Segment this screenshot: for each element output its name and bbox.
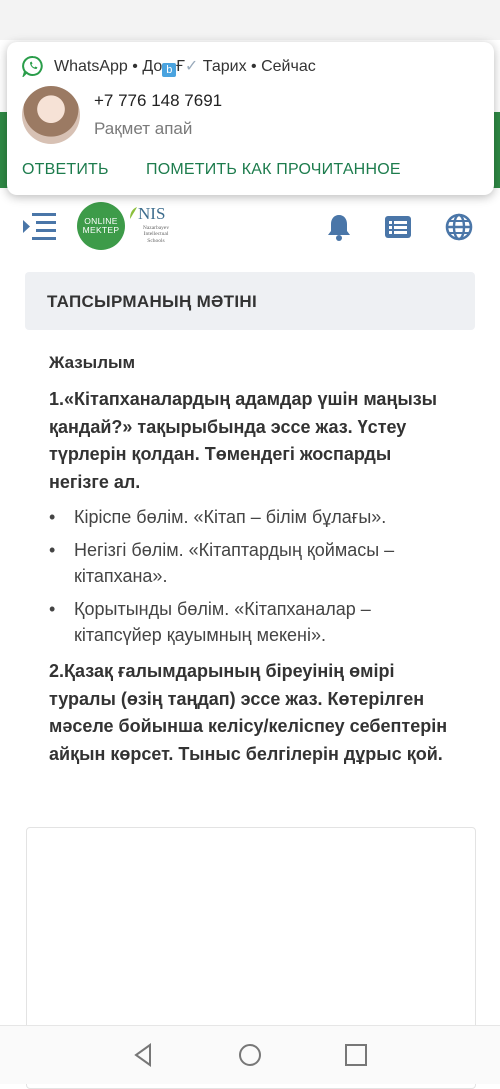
- recent-apps-icon[interactable]: [341, 1040, 371, 1070]
- notification-header: [22, 54, 316, 78]
- bullet-icon: •: [49, 540, 56, 560]
- nis-sub-line1: Nazarbayev: [142, 225, 170, 231]
- separator-2: •: [251, 57, 257, 75]
- checkmark-icon: ✓: [184, 57, 199, 75]
- list-item: [49, 504, 449, 530]
- nis-leaf-icon: [128, 206, 138, 220]
- nis-logo-subtitle: [138, 225, 174, 244]
- chat-name-suffix: Тарих: [202, 57, 247, 75]
- separator-1: •: [132, 57, 138, 75]
- back-icon[interactable]: [129, 1040, 159, 1070]
- task-header: [25, 272, 475, 330]
- nis-logo-text: NIS: [138, 204, 166, 223]
- bullet-icon: •: [49, 599, 56, 619]
- chat-name-mid: Ғ: [176, 57, 185, 75]
- chat-name-prefix: До: [142, 57, 163, 75]
- whatsapp-notification[interactable]: [7, 42, 494, 195]
- mark-as-read-button[interactable]: ПОМЕТИТЬ КАК ПРОЧИТАННОЕ: [146, 161, 401, 178]
- status-bar: [0, 0, 500, 40]
- notification-message: Рақмет апай: [94, 119, 193, 138]
- home-icon[interactable]: [235, 1040, 265, 1070]
- logo-text-line1: ONLINE: [84, 216, 118, 226]
- list-item: [49, 537, 449, 589]
- bell-icon[interactable]: [324, 212, 354, 242]
- reply-button[interactable]: ОТВЕТИТЬ: [22, 161, 109, 178]
- essay-plan-list: [49, 504, 449, 648]
- plan-item-conclusion: Қорытынды бөлім. «Кітапханалар – кітапсүйер қауымның мекені».: [74, 599, 371, 645]
- nis-logo: [128, 204, 188, 252]
- logo-text-line2: MEKTEP: [82, 225, 120, 235]
- notification-meta: [54, 56, 316, 77]
- whatsapp-icon: [22, 55, 44, 77]
- plan-item-main: Негізгі бөлім. «Кітаптардың қоймасы – кітапхана».: [74, 540, 395, 586]
- bullet-icon: •: [49, 507, 56, 527]
- notification-app-name: WhatsApp: [54, 57, 128, 75]
- notification-time: Сейчас: [261, 57, 316, 75]
- globe-icon[interactable]: [444, 212, 474, 242]
- list-icon[interactable]: [383, 212, 413, 242]
- avatar: [22, 86, 80, 144]
- list-item: [49, 596, 449, 648]
- task-header-title: ТАПСЫРМАНЫҢ МӘТІНІ: [47, 292, 257, 311]
- notification-sender: +7 776 148 7691: [94, 91, 223, 110]
- task-item-2: 2.Қазақ ғалымдарының біреуінің өмірі туралы (өзің таңдап) эссе жаз. Көтерілген мәселе бойынша келісу/келіспеу себептерін айқын көрсет. Тыныс белгілерін дұрыс қой.: [49, 661, 448, 764]
- task-item-1: 1.«Кітапханалардың адамдар үшін маңызы қандай?» тақырыбында эссе жаз. Үстеу түрлерін қолдан. Төмендегі жоспарды негізге ал.: [49, 389, 438, 492]
- nis-sub-line2: Intellectual: [143, 231, 169, 238]
- app-bar: [0, 188, 500, 266]
- task-subtitle: Жазылым: [49, 353, 136, 372]
- task-content: [49, 352, 449, 768]
- emoji-b-icon: b: [162, 63, 176, 77]
- menu-icon[interactable]: [22, 210, 56, 244]
- online-mektep-logo[interactable]: [77, 202, 125, 250]
- nis-sub-line3: Schools: [147, 237, 165, 244]
- plan-item-intro: Кіріспе бөлім. «Кітап – білім бұлағы».: [74, 507, 387, 527]
- navigation-bar: [0, 1025, 500, 1084]
